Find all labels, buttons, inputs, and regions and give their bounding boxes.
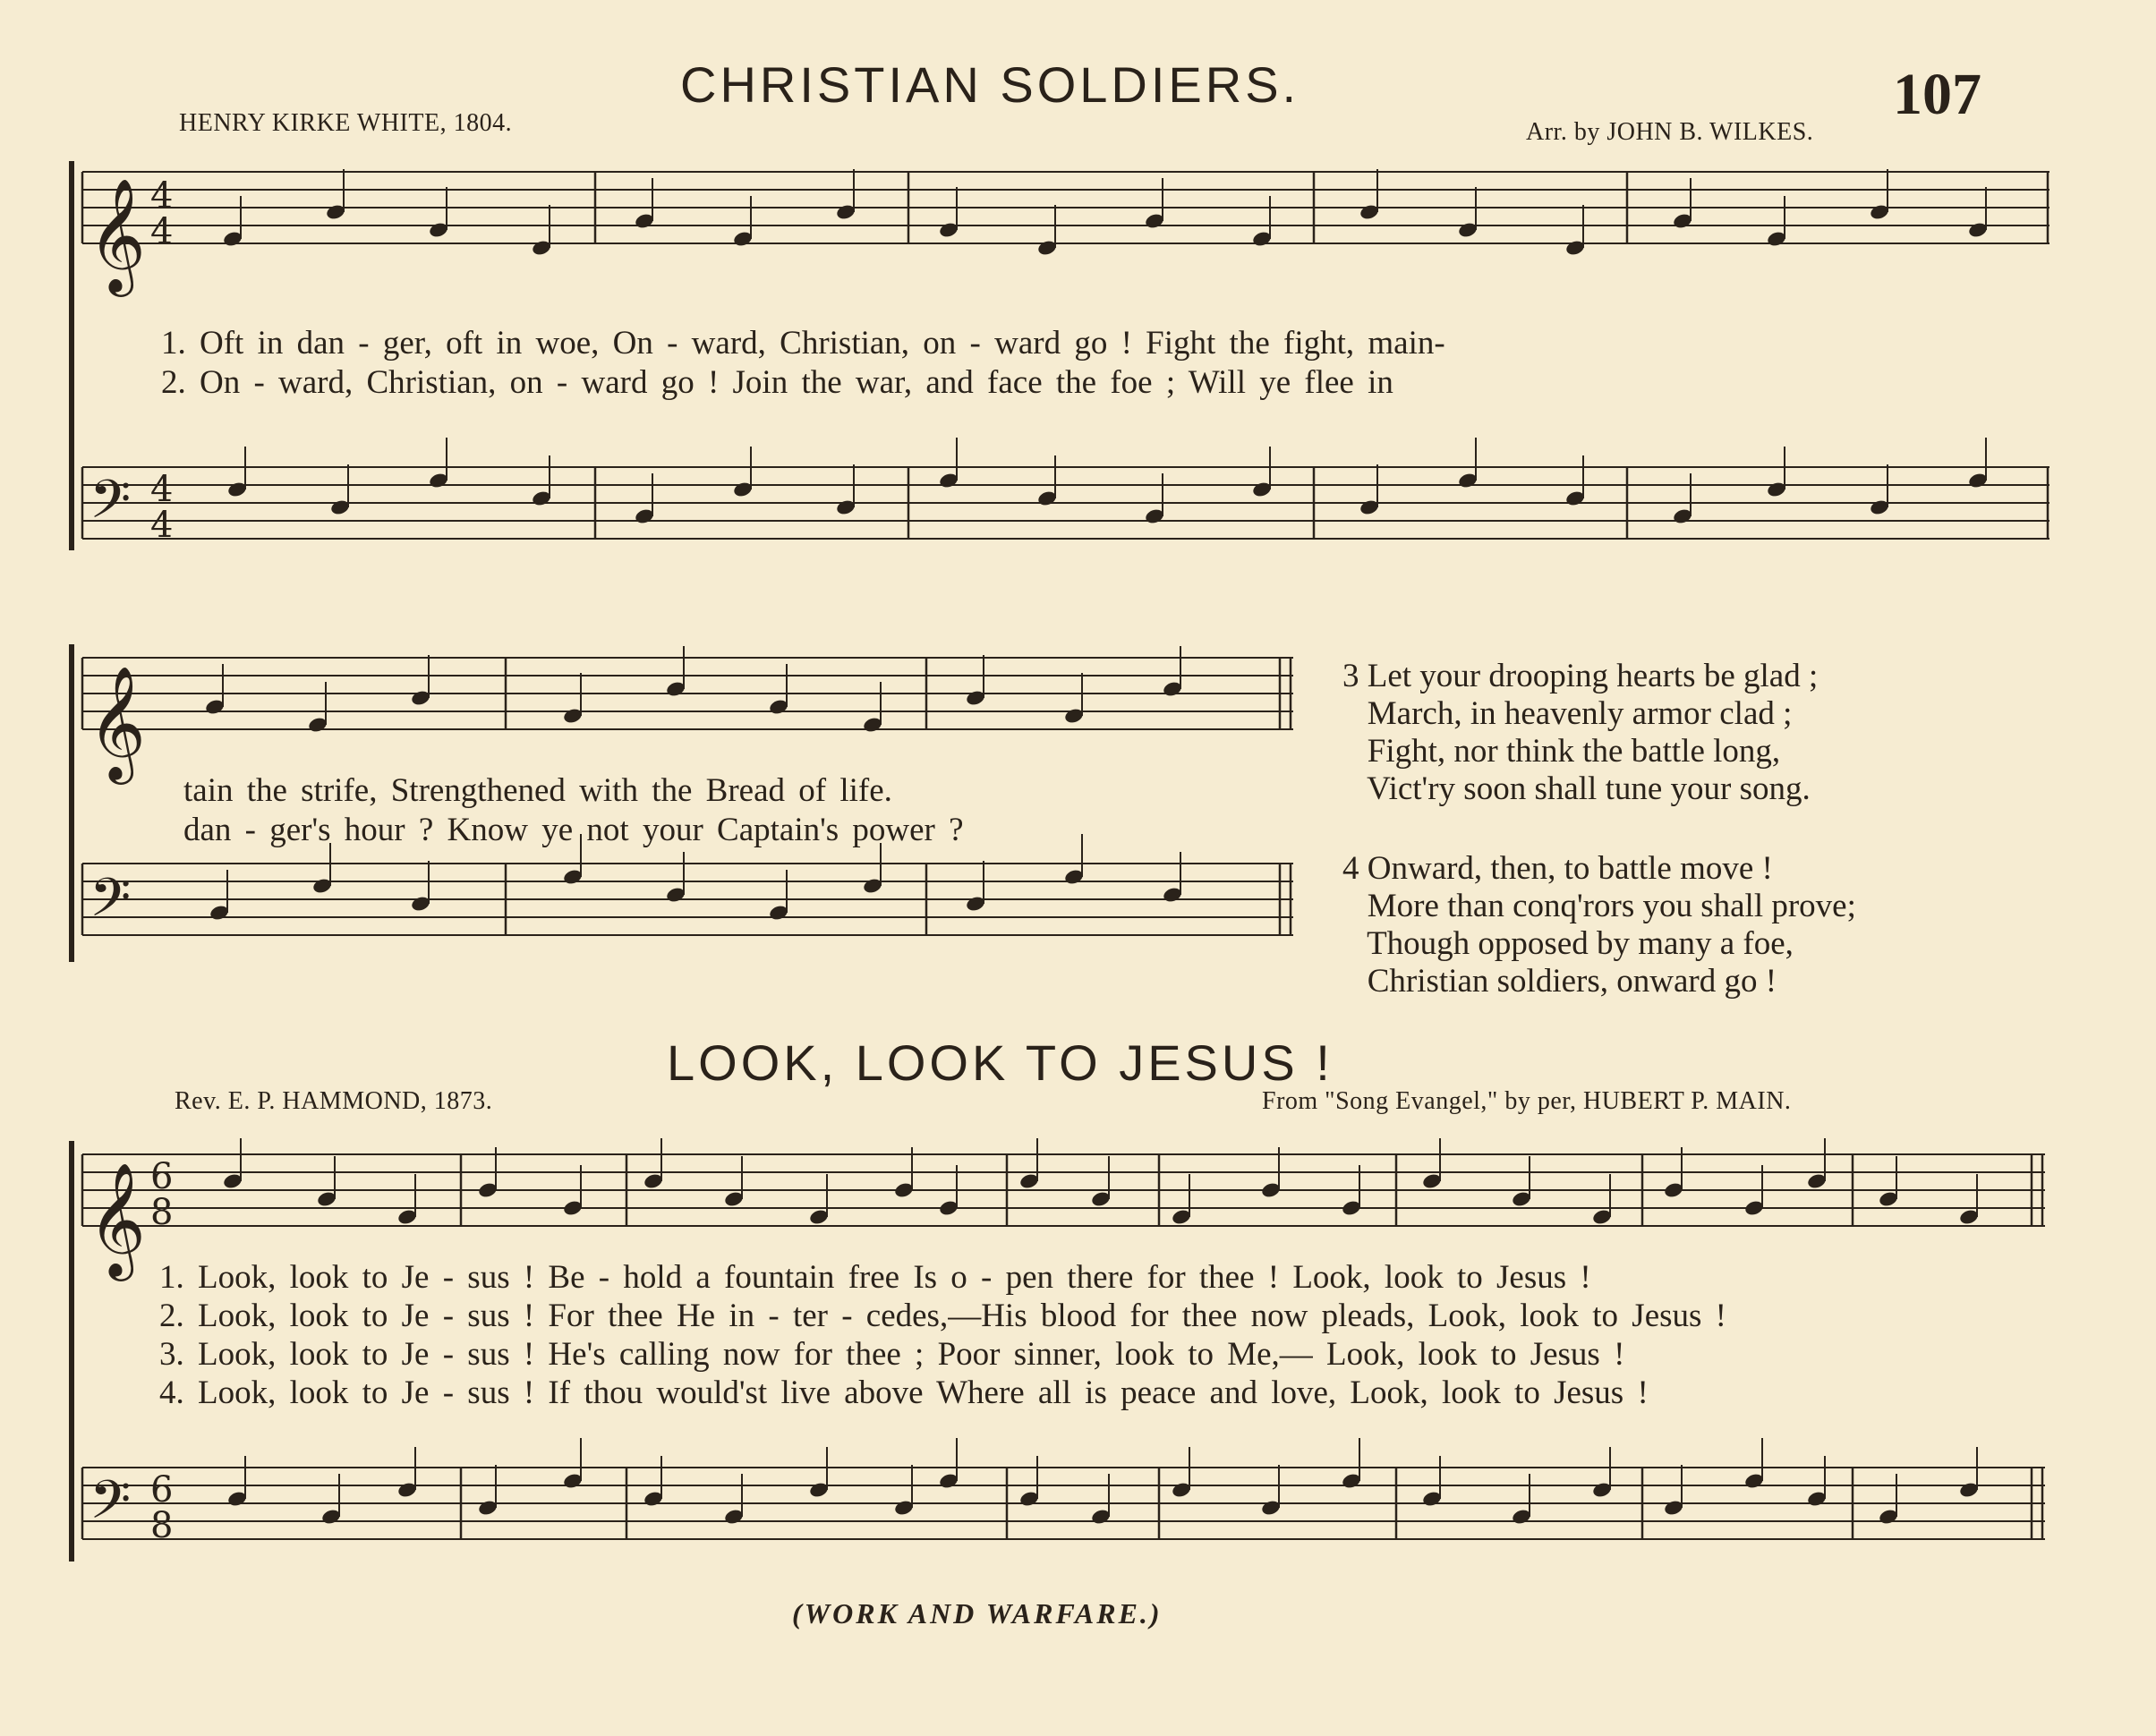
time-signature: 6 xyxy=(150,1156,174,1197)
hymn1-title: CHRISTIAN SOLDIERS. xyxy=(680,56,1300,113)
verse4-line: More than conq'rors you shall prove; xyxy=(1342,888,1856,924)
verse3-line: Vict'ry soon shall tune your song. xyxy=(1342,770,1811,807)
book-section-footer: (WORK AND WARFARE.) xyxy=(792,1597,1163,1630)
hymn2-title: LOOK, LOOK TO JESUS ! xyxy=(667,1034,1334,1091)
hymn1-verse-4 xyxy=(1342,850,1856,1000)
treble-clef-icon: 𝄞 xyxy=(88,177,147,292)
verse3-line: March, in heavenly armor clad ; xyxy=(1342,695,1793,732)
hymn2-music-credit: From "Song Evangel," by per, HUBERT P. MAIN. xyxy=(1262,1087,1792,1115)
time-signature: 8 xyxy=(150,1192,174,1233)
time-signature: 4 xyxy=(150,469,174,510)
verse3-line: 3 Let your drooping hearts be glad ; xyxy=(1342,658,1819,694)
treble-clef-icon: 𝄞 xyxy=(88,665,147,779)
bass-clef-icon: 𝄢 xyxy=(89,866,132,941)
page-number: 107 xyxy=(1893,62,1981,127)
hymn1-music-credit: Arr. by JOHN B. WILKES. xyxy=(1526,118,1814,146)
hymn1-system1-lyric-1: 1. Oft in dan - ger, oft in woe, On - ward, Christian, on - ward go ! Fight the fight, main- xyxy=(161,325,1445,362)
hymn2-lyric-2: 2. Look, look to Je - sus ! For thee He in - ter - cedes,—His blood for thee now pleads, Look, look to Jesus ! xyxy=(159,1298,1726,1334)
hymn1-system1-lyric-2: 2. On - ward, Christian, on - ward go ! Join the war, and face the foe ; Will ye flee in xyxy=(161,364,1393,401)
hymn2-words-credit: Rev. E. P. HAMMOND, 1873. xyxy=(175,1087,493,1115)
hymn2-lyric-1: 1. Look, look to Je - sus ! Be - hold a fountain free Is o - pen there for thee ! Look, look to Jesus ! xyxy=(159,1259,1591,1296)
time-signature: 4 xyxy=(150,211,174,252)
verse4-line: Christian soldiers, onward go ! xyxy=(1342,963,1777,1000)
hymn1-system2-lyric-2: dan - ger's hour ? Know ye not your Captain's power ? xyxy=(183,812,964,848)
bass-clef-icon: 𝄢 xyxy=(89,468,132,543)
verse4-line: 4 Onward, then, to battle move ! xyxy=(1342,850,1773,887)
treble-clef-icon: 𝄞 xyxy=(88,1162,147,1276)
time-signature: 4 xyxy=(150,175,174,217)
hymn2-lyric-3: 3. Look, look to Je - sus ! He's calling now for thee ; Poor sinner, look to Me,— Look, look to Jesus ! xyxy=(159,1336,1625,1373)
time-signature: 8 xyxy=(150,1505,174,1546)
bass-clef-icon: 𝄢 xyxy=(89,1468,132,1544)
time-signature: 4 xyxy=(150,505,174,546)
hymn2-lyric-4: 4. Look, look to Je - sus ! If thou would'st live above Where all is peace and love, Look, look to Jesus ! xyxy=(159,1374,1649,1411)
verse4-line: Though opposed by many a foe, xyxy=(1342,925,1794,962)
verse3-line: Fight, nor think the battle long, xyxy=(1342,733,1781,770)
hymn1-words-credit: HENRY KIRKE WHITE, 1804. xyxy=(179,109,513,137)
time-signature: 6 xyxy=(150,1469,174,1510)
hymn1-verse-3 xyxy=(1342,658,1818,808)
hymn1-system2-lyric-1: tain the strife, Strengthened with the Bread of life. xyxy=(183,772,892,809)
